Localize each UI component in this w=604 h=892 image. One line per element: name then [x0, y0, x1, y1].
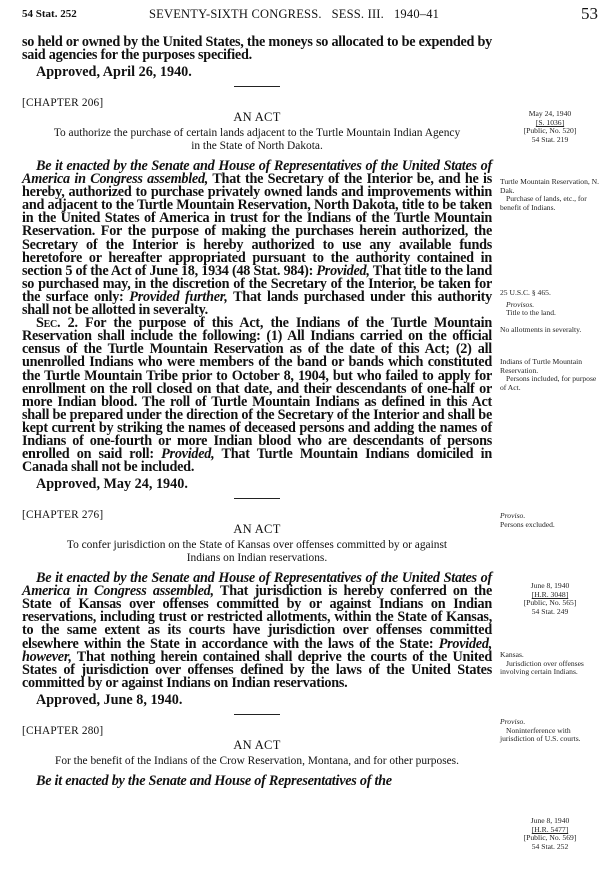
approved-line-april: Approved, April 26, 1940.	[36, 64, 192, 81]
running-header	[22, 6, 598, 24]
chapter-206-section-2: Sec. 2. For the purpose of this Act, the Indians of the Turtle Mountain Reservation shall include the following: (1) All Indians carried on the official census of the Turtle Mountain Reservation as of the date of this Act; (2) all unenrolled Indians who were members of the band or bands which constituted the Turtle Mountain Tribe prior to October 8, 1904, but who failed to apply for enrollment on the roll closed on that date, and their descendants of one-half or more Indian blood. The roll of Turtle Mountain Indians as defined in this Act shall be prepared under the direction of the Secretary of the Interior and shall be kept current by striking the names of deceased persons and adding the names of Indians of one-fourth or more Indian blood who are descendants of persons enrolled on said roll: Provided, That Turtle Mountain Indians domiciled in Canada shall not be included.	[22, 315, 492, 476]
chapter-280-section-1	[22, 775, 492, 788]
chapter-276-act-label: AN ACT	[233, 522, 281, 537]
margin-date: May 24, 1940 [S. 1036] [Public, No. 520] 54 Stat. 219	[523, 109, 577, 144]
chapter-280-heading: [CHAPTER 280]	[22, 724, 104, 737]
chapter-280-title: For the benefit of the Indians of the Crow Reservation, Montana, and for other purposes.	[55, 754, 459, 767]
section-label: Sec. 2.	[36, 315, 78, 332]
margin-note-noninterference: Proviso. Noninterference with jurisdiction of U.S. courts.	[500, 717, 581, 744]
chapter-206-act-label: AN ACT	[233, 110, 281, 125]
margin-note-excluded: Proviso. Persons excluded.	[500, 511, 555, 529]
section-divider	[234, 86, 280, 87]
approved-line-june: Approved, June 8, 1940.	[36, 691, 183, 708]
section-divider	[234, 498, 280, 499]
chapter-280-act-label: AN ACT	[233, 737, 281, 752]
approved-line-may: Approved, May 24, 1940.	[36, 476, 188, 493]
chapter-276-title: To confer jurisdiction on the State of Kansas over offenses committed by or against Indians on Indian reservations.	[66, 539, 448, 564]
chapter-206-heading: [CHAPTER 206]	[22, 97, 104, 110]
chapter-206-title: To authorize the purchase of certain lands adjacent to the Turtle Mountain Indian Agency in the State of North Dakota.	[53, 127, 461, 152]
margin-note-usc: 25 U.S.C. § 465. Provisos. Title to the land.	[500, 288, 556, 318]
margin-note-reservation: Turtle Mountain Reservation, N. Dak. Purchase of lands, etc., for benefit of Indians.	[500, 177, 600, 212]
margin-note-kansas: Kansas. Jurisdiction over offenses involving certain Indians.	[500, 650, 584, 677]
running-head: SEVENTY-SIXTH CONGRESS. SESS. III. 1940–41	[149, 7, 440, 21]
main-text-column	[22, 36, 492, 788]
enacting-clause: Be it enacted by the Senate and House of Representatives of the United States of America in Congress assembled,	[22, 570, 492, 600]
margin-note-indians: Indians of Turtle Mountain Reservation. Persons included, for purpose of Act.	[500, 357, 597, 392]
page-number: 53	[581, 4, 598, 23]
margin-note-allotments: No allotments in severalty.	[500, 325, 582, 334]
enacting-clause: Be it enacted by the Senate and House of Representatives of the United States of America in Congress assembled,	[22, 158, 492, 188]
enacting-clause: Be it enacted by the Senate and House of Representatives of the	[36, 773, 392, 790]
margin-date: June 8, 1940 [H.R. 5477] [Public, No. 569] 54 Stat. 252	[523, 816, 577, 851]
continuation-text: so held or owned by the United States, the moneys so allocated to be expended by said agencies for the purposes specified.	[22, 34, 492, 64]
chapter-206-section-1: Be it enacted by the Senate and House of Representatives of the United States of America in Congress assembled, That the Secretary of the Interior be, and he is hereby, authorized to purchase privately owned lands and improvements within and adjacent to the Turtle Mountain Reservation, North Dakota, title to be taken in the United States of America in trust for the Indians of the Turtle Mountain Reservation. For the purpose of making the purchases herein authorized, the Secretary of the Interior is hereby authorized to use any available funds heretofore or hereafter appropriated pursuant to the authority contained in section 5 of the Act of June 18, 1934 (48 Stat. 984): Provided, That title to the land so purchased may, in the discretion of the Secretary of the Interior, be taken for the surface only: Provided further, That lands purchased under this authority shall not be allotted in severalty.	[22, 158, 493, 319]
stat-citation: 54 Stat. 252	[22, 8, 77, 20]
chapter-276-heading: [CHAPTER 276]	[22, 509, 104, 522]
margin-date: June 8, 1940 [H.R. 3048] [Public, No. 565] 54 Stat. 249	[523, 581, 577, 616]
chapter-276-section-1: Be it enacted by the Senate and House of Representatives of the United States of America in Congress assembled, That jurisdiction is hereby conferred on the State of Kansas over offenses committed by or against Indians on Indian reservations, including trust or restricted allotments, within the State of Kansas, to the same extent as its courts have jurisdiction over offenses committed elsewhere within the State in accordance with the laws of the State: Provided, however, That nothing herein contained shall deprive the courts of the United States of jurisdiction over offenses defined by the laws of the United States committed by or against Indians on Indian reservations.	[22, 570, 492, 691]
section-divider	[234, 714, 280, 715]
